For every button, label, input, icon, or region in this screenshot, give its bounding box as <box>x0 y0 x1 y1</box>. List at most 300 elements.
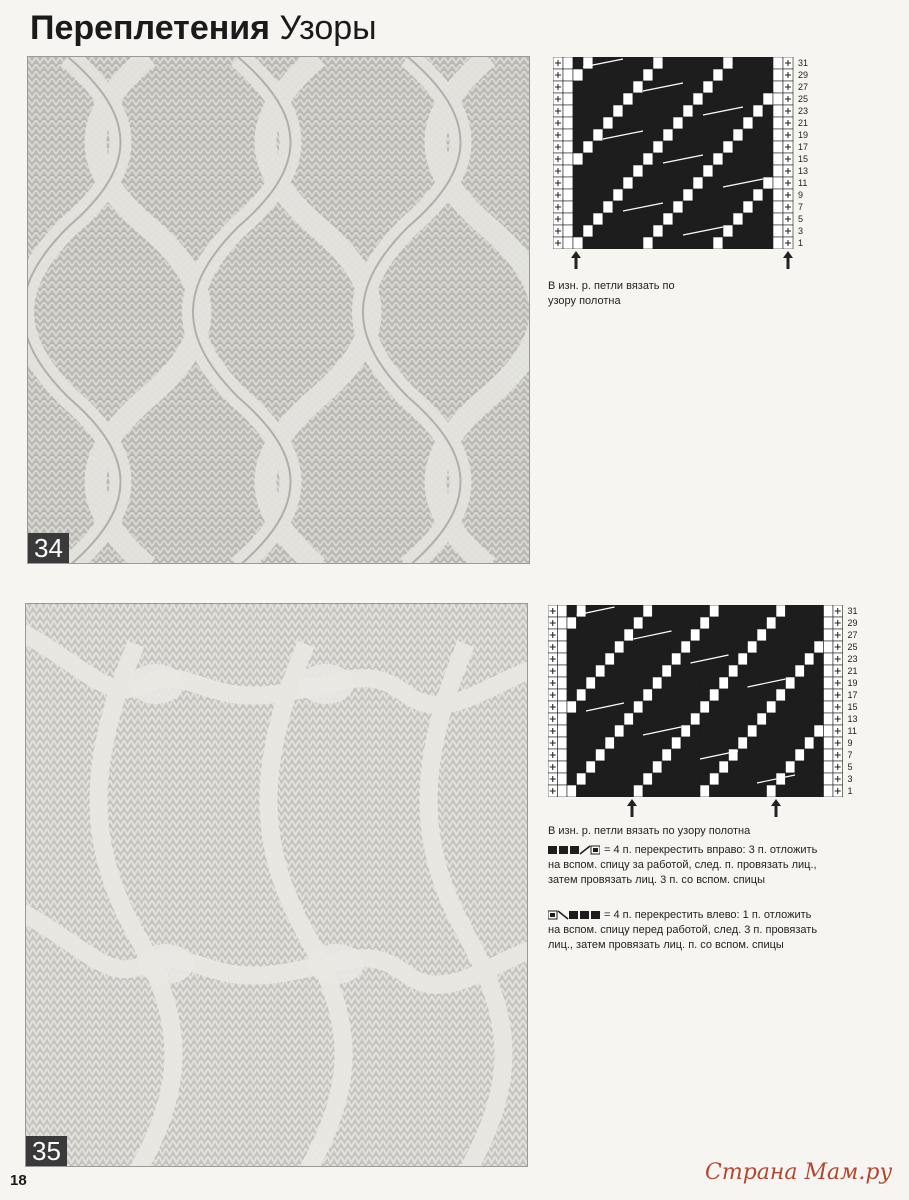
knit-stitch-cell <box>615 629 625 641</box>
knit-stitch-cell <box>653 129 663 141</box>
purl-stitch-cell <box>563 93 573 105</box>
row-number-label: 25 <box>847 642 858 652</box>
knit-stitch-cell <box>757 761 767 773</box>
cross-left-symbol-icon <box>548 910 600 920</box>
knit-stitch-cell <box>805 617 815 629</box>
knit-stitch-cell <box>633 189 643 201</box>
knit-stitch-cell <box>613 117 623 129</box>
knit-stitch-cell <box>719 737 729 749</box>
knit-stitch-cell <box>624 737 634 749</box>
knit-stitch-cell <box>703 129 713 141</box>
knit-stitch-cell <box>693 237 703 249</box>
row-number-label: 13 <box>798 166 809 176</box>
knit-stitch-cell <box>663 105 673 117</box>
knit-stitch-cell <box>713 117 723 129</box>
knit-stitch-cell <box>700 689 710 701</box>
purl-stitch-cell <box>814 725 824 737</box>
knit-stitch-cell <box>738 605 748 617</box>
knit-stitch-cell <box>719 605 729 617</box>
knit-stitch-cell <box>596 641 606 653</box>
row-number-label: 7 <box>798 202 804 212</box>
purl-stitch-cell <box>583 141 593 153</box>
row-number-label: 25 <box>798 94 809 104</box>
knit-stitch-cell <box>673 177 683 189</box>
knit-stitch-cell <box>748 689 758 701</box>
knit-stitch-cell <box>691 665 701 677</box>
knit-stitch-cell <box>691 725 701 737</box>
purl-stitch-cell <box>824 641 834 653</box>
knit-stitch-cell <box>805 689 815 701</box>
knit-stitch-cell <box>643 105 653 117</box>
knit-stitch-cell <box>567 605 577 617</box>
purl-stitch-cell <box>723 141 733 153</box>
knit-stitch-cell <box>795 785 805 797</box>
knit-stitch-cell <box>615 773 625 785</box>
knit-stitch-cell <box>673 165 683 177</box>
knit-stitch-cell <box>577 617 587 629</box>
knit-stitch-cell <box>672 701 682 713</box>
knit-stitch-cell <box>673 69 683 81</box>
knit-stitch-cell <box>633 69 643 81</box>
knit-stitch-cell <box>643 177 653 189</box>
pattern-35-note: В изн. р. петли вязать по узору полотна <box>548 825 751 837</box>
knit-stitch-cell <box>743 57 753 69</box>
knit-stitch-cell <box>683 237 693 249</box>
row-number-label: 5 <box>847 762 853 772</box>
knit-stitch-cell <box>733 201 743 213</box>
knit-stitch-cell <box>786 749 796 761</box>
knit-stitch-cell <box>583 237 593 249</box>
purl-stitch-cell <box>563 105 573 117</box>
row-number-label: 19 <box>798 130 809 140</box>
knit-stitch-cell <box>624 617 634 629</box>
knit-stitch-cell <box>776 701 786 713</box>
knit-stitch-cell <box>681 665 691 677</box>
purl-stitch-cell <box>567 785 577 797</box>
purl-stitch-cell <box>753 105 763 117</box>
purl-stitch-cell <box>643 605 653 617</box>
knit-stitch-cell <box>634 677 644 689</box>
knit-stitch-cell <box>743 129 753 141</box>
knit-stitch-cell <box>583 129 593 141</box>
purl-stitch-cell <box>663 129 673 141</box>
purl-stitch-cell <box>805 737 815 749</box>
knit-stitch-cell <box>710 641 720 653</box>
knit-stitch-cell <box>713 81 723 93</box>
purl-stitch-cell <box>824 725 834 737</box>
knit-stitch-cell <box>672 629 682 641</box>
knit-stitch-cell <box>567 689 577 701</box>
knit-stitch-cell <box>795 677 805 689</box>
knit-stitch-cell <box>729 689 739 701</box>
knit-stitch-cell <box>573 129 583 141</box>
knit-stitch-cell <box>729 785 739 797</box>
purl-stitch-cell <box>700 785 710 797</box>
knit-stitch-cell <box>795 629 805 641</box>
knit-stitch-cell <box>776 785 786 797</box>
knit-stitch-cell <box>753 213 763 225</box>
knit-stitch-cell <box>786 701 796 713</box>
knit-stitch-cell <box>623 105 633 117</box>
knit-stitch-cell <box>653 237 663 249</box>
knit-stitch-cell <box>624 785 634 797</box>
knit-stitch-cell <box>663 225 673 237</box>
knit-stitch-cell <box>681 689 691 701</box>
knit-stitch-cell <box>805 629 815 641</box>
knit-stitch-cell <box>593 153 603 165</box>
purl-stitch-cell <box>563 177 573 189</box>
knit-stitch-cell <box>662 605 672 617</box>
knit-stitch-cell <box>623 213 633 225</box>
knit-stitch-cell <box>605 641 615 653</box>
knit-stitch-cell <box>683 141 693 153</box>
knit-stitch-cell <box>653 689 663 701</box>
purl-stitch-cell <box>767 785 777 797</box>
knit-stitch-cell <box>683 69 693 81</box>
knit-stitch-cell <box>805 725 815 737</box>
knit-stitch-cell <box>753 69 763 81</box>
knit-stitch-cell <box>624 689 634 701</box>
purl-stitch-cell <box>634 617 644 629</box>
knit-stitch-cell <box>681 629 691 641</box>
purl-stitch-cell <box>824 701 834 713</box>
purl-stitch-cell <box>713 153 723 165</box>
knit-stitch-cell <box>703 177 713 189</box>
knit-stitch-cell <box>613 153 623 165</box>
knit-stitch-cell <box>633 237 643 249</box>
purl-stitch-cell <box>643 237 653 249</box>
knit-stitch-cell <box>662 713 672 725</box>
knit-stitch-cell <box>805 605 815 617</box>
knit-stitch-cell <box>693 69 703 81</box>
knit-stitch-cell <box>700 737 710 749</box>
knit-stitch-cell <box>805 665 815 677</box>
knit-stitch-cell <box>613 93 623 105</box>
knit-stitch-cell <box>653 773 663 785</box>
knit-stitch-cell <box>603 93 613 105</box>
purl-stitch-cell <box>633 81 643 93</box>
knit-stitch-cell <box>767 653 777 665</box>
purl-stitch-cell <box>723 57 733 69</box>
knit-stitch-cell <box>605 749 615 761</box>
knit-stitch-cell <box>567 713 577 725</box>
knit-stitch-cell <box>603 189 613 201</box>
knit-stitch-cell <box>623 69 633 81</box>
knit-stitch-cell <box>786 617 796 629</box>
knit-stitch-cell <box>743 189 753 201</box>
knit-stitch-cell <box>748 773 758 785</box>
purl-stitch-cell <box>738 653 748 665</box>
knit-stitch-cell <box>743 105 753 117</box>
knit-stitch-cell <box>703 93 713 105</box>
knit-stitch-cell <box>623 153 633 165</box>
knit-stitch-cell <box>713 141 723 153</box>
knit-stitch-cell <box>653 749 663 761</box>
knit-stitch-cell <box>577 677 587 689</box>
row-number-label: 21 <box>847 666 858 676</box>
knit-stitch-cell <box>691 737 701 749</box>
knit-stitch-cell <box>593 177 603 189</box>
knit-stitch-cell <box>596 737 606 749</box>
knit-stitch-cell <box>643 165 653 177</box>
row-number-label: 1 <box>798 238 804 248</box>
knit-stitch-cell <box>577 665 587 677</box>
knit-stitch-cell <box>814 701 824 713</box>
knit-stitch-cell <box>605 725 615 737</box>
knit-stitch-cell <box>583 153 593 165</box>
pattern-number-badge: 34 <box>28 533 69 563</box>
purl-stitch-cell <box>593 213 603 225</box>
knit-stitch-cell <box>672 665 682 677</box>
knit-stitch-cell <box>634 605 644 617</box>
knit-stitch-cell <box>776 629 786 641</box>
knit-stitch-cell <box>729 725 739 737</box>
knit-stitch-cell <box>605 785 615 797</box>
knit-stitch-cell <box>703 57 713 69</box>
purl-stitch-cell <box>681 725 691 737</box>
knit-stitch-cell <box>786 725 796 737</box>
knit-stitch-cell <box>663 189 673 201</box>
knit-stitch-cell <box>776 725 786 737</box>
knit-stitch-cell <box>710 629 720 641</box>
knit-stitch-cell <box>615 617 625 629</box>
knit-stitch-cell <box>673 237 683 249</box>
knit-stitch-cell <box>613 237 623 249</box>
knit-stitch-cell <box>767 725 777 737</box>
knit-stitch-cell <box>757 653 767 665</box>
pattern-35-photo <box>25 603 528 1167</box>
knit-stitch-cell <box>767 629 777 641</box>
row-number-label: 29 <box>847 618 858 628</box>
knit-stitch-cell <box>615 605 625 617</box>
knit-stitch-cell <box>567 725 577 737</box>
knit-stitch-cell <box>719 773 729 785</box>
purl-stitch-cell <box>586 677 596 689</box>
knit-stitch-cell <box>633 57 643 69</box>
knit-stitch-cell <box>643 93 653 105</box>
knit-stitch-cell <box>567 653 577 665</box>
purl-stitch-cell <box>643 773 653 785</box>
knit-stitch-cell <box>805 761 815 773</box>
knit-stitch-cell <box>743 69 753 81</box>
knit-stitch-cell <box>681 761 691 773</box>
purl-stitch-cell <box>558 701 568 713</box>
knit-stitch-cell <box>703 153 713 165</box>
knit-stitch-cell <box>713 129 723 141</box>
knit-stitch-cell <box>700 773 710 785</box>
knit-stitch-cell <box>605 617 615 629</box>
knit-stitch-cell <box>586 665 596 677</box>
knit-stitch-cell <box>624 773 634 785</box>
knit-stitch-cell <box>586 773 596 785</box>
page-number: 18 <box>10 1172 27 1189</box>
knit-stitch-cell <box>683 201 693 213</box>
knit-stitch-cell <box>567 677 577 689</box>
knit-stitch-cell <box>703 117 713 129</box>
knit-stitch-cell <box>672 689 682 701</box>
knit-stitch-cell <box>615 749 625 761</box>
knit-stitch-cell <box>710 725 720 737</box>
knit-stitch-cell <box>757 725 767 737</box>
row-number-label: 9 <box>798 190 804 200</box>
knit-stitch-cell <box>623 189 633 201</box>
knit-stitch-cell <box>723 237 733 249</box>
knit-stitch-cell <box>748 713 758 725</box>
knit-stitch-cell <box>691 761 701 773</box>
knit-stitch-cell <box>748 701 758 713</box>
purl-stitch-cell <box>567 701 577 713</box>
knit-stitch-cell <box>795 653 805 665</box>
knit-stitch-cell <box>583 189 593 201</box>
knit-stitch-cell <box>713 177 723 189</box>
purl-stitch-cell <box>613 105 623 117</box>
knit-stitch-cell <box>681 677 691 689</box>
arrow-up-icon <box>770 798 782 818</box>
purl-stitch-cell <box>743 201 753 213</box>
knit-stitch-cell <box>633 225 643 237</box>
purl-stitch-cell <box>691 713 701 725</box>
knit-stitch-cell <box>663 237 673 249</box>
knit-stitch-cell <box>693 81 703 93</box>
knit-stitch-cell <box>703 189 713 201</box>
purl-stitch-cell <box>824 665 834 677</box>
knit-stitch-cell <box>681 737 691 749</box>
purl-stitch-cell <box>773 57 783 69</box>
knit-stitch-cell <box>757 665 767 677</box>
knit-stitch-cell <box>691 749 701 761</box>
knit-stitch-cell <box>573 177 583 189</box>
knit-stitch-cell <box>583 177 593 189</box>
knit-stitch-cell <box>634 761 644 773</box>
arrow-up-icon <box>626 798 638 818</box>
purl-stitch-cell <box>586 761 596 773</box>
knit-stitch-cell <box>593 165 603 177</box>
knit-stitch-cell <box>763 153 773 165</box>
knit-stitch-cell <box>700 629 710 641</box>
purl-stitch-cell <box>700 701 710 713</box>
knit-stitch-cell <box>603 237 613 249</box>
purl-stitch-cell <box>710 689 720 701</box>
knit-stitch-cell <box>795 689 805 701</box>
purl-stitch-cell <box>733 213 743 225</box>
knit-stitch-cell <box>691 677 701 689</box>
knit-stitch-cell <box>814 629 824 641</box>
knit-stitch-cell <box>586 617 596 629</box>
knit-stitch-cell <box>738 761 748 773</box>
knit-stitch-cell <box>586 725 596 737</box>
row-number-label: 23 <box>798 106 809 116</box>
knit-stitch-cell <box>583 69 593 81</box>
knit-stitch-cell <box>643 665 653 677</box>
knit-stitch-cell <box>691 617 701 629</box>
knit-stitch-cell <box>729 605 739 617</box>
knit-stitch-cell <box>786 689 796 701</box>
purl-stitch-cell <box>603 117 613 129</box>
knit-stitch-cell <box>577 749 587 761</box>
knit-stitch-cell <box>683 213 693 225</box>
knit-stitch-cell <box>583 81 593 93</box>
knit-stitch-cell <box>643 117 653 129</box>
purl-stitch-cell <box>773 213 783 225</box>
purl-stitch-cell <box>710 773 720 785</box>
knit-stitch-cell <box>691 785 701 797</box>
legend-text: = 4 п. перекрестить влево: 1 п. отложить на вспом. спицу перед работой, след. 3 п. провязать лиц., затем провязать лиц. п. со вспом. спицы <box>548 909 818 951</box>
knit-stitch-cell <box>733 237 743 249</box>
purl-stitch-cell <box>733 129 743 141</box>
knit-stitch-cell <box>776 641 786 653</box>
purl-stitch-cell <box>593 129 603 141</box>
knit-stitch-cell <box>743 165 753 177</box>
purl-stitch-cell <box>558 749 568 761</box>
knit-stitch-cell <box>643 737 653 749</box>
knit-stitch-cell <box>786 653 796 665</box>
knit-stitch-cell <box>673 225 683 237</box>
purl-stitch-cell <box>567 617 577 629</box>
purl-stitch-cell <box>795 665 805 677</box>
knit-stitch-cell <box>683 165 693 177</box>
knit-stitch-cell <box>729 677 739 689</box>
knit-stitch-cell <box>623 237 633 249</box>
knit-stitch-cell <box>710 665 720 677</box>
knit-stitch-cell <box>593 105 603 117</box>
purl-stitch-cell <box>773 177 783 189</box>
knit-stitch-cell <box>613 201 623 213</box>
purl-stitch-cell <box>763 93 773 105</box>
knit-stitch-cell <box>681 785 691 797</box>
pattern-34-chart <box>553 57 823 249</box>
row-number-label: 3 <box>847 774 853 784</box>
knit-stitch-cell <box>577 761 587 773</box>
knit-stitch-cell <box>603 225 613 237</box>
knit-stitch-cell <box>634 773 644 785</box>
knit-stitch-cell <box>748 737 758 749</box>
knit-stitch-cell <box>653 701 663 713</box>
row-number-label: 13 <box>847 714 858 724</box>
knit-stitch-cell <box>596 713 606 725</box>
knit-stitch-cell <box>681 653 691 665</box>
knit-stitch-cell <box>613 165 623 177</box>
knit-stitch-cell <box>603 81 613 93</box>
knit-stitch-cell <box>700 761 710 773</box>
purl-stitch-cell <box>573 153 583 165</box>
knit-stitch-cell <box>776 749 786 761</box>
knit-stitch-cell <box>605 713 615 725</box>
knit-stitch-cell <box>615 761 625 773</box>
knit-stitch-cell <box>719 665 729 677</box>
purl-stitch-cell <box>824 677 834 689</box>
knit-stitch-cell <box>693 117 703 129</box>
knit-stitch-cell <box>795 713 805 725</box>
knit-stitch-cell <box>643 785 653 797</box>
knit-stitch-cell <box>729 617 739 629</box>
purl-stitch-cell <box>643 689 653 701</box>
knit-stitch-cell <box>573 189 583 201</box>
purl-stitch-cell <box>757 629 767 641</box>
pattern-34-photo <box>27 56 530 564</box>
knit-stitch-cell <box>586 749 596 761</box>
purl-stitch-cell <box>563 117 573 129</box>
knit-stitch-cell <box>795 701 805 713</box>
purl-stitch-cell <box>773 189 783 201</box>
knit-stitch-cell <box>662 761 672 773</box>
knit-stitch-cell <box>753 153 763 165</box>
knit-stitch-cell <box>653 605 663 617</box>
knit-stitch-cell <box>633 117 643 129</box>
purl-stitch-cell <box>558 677 568 689</box>
legend-item-cross-left <box>548 908 818 953</box>
purl-stitch-cell <box>713 69 723 81</box>
purl-stitch-cell <box>563 81 573 93</box>
